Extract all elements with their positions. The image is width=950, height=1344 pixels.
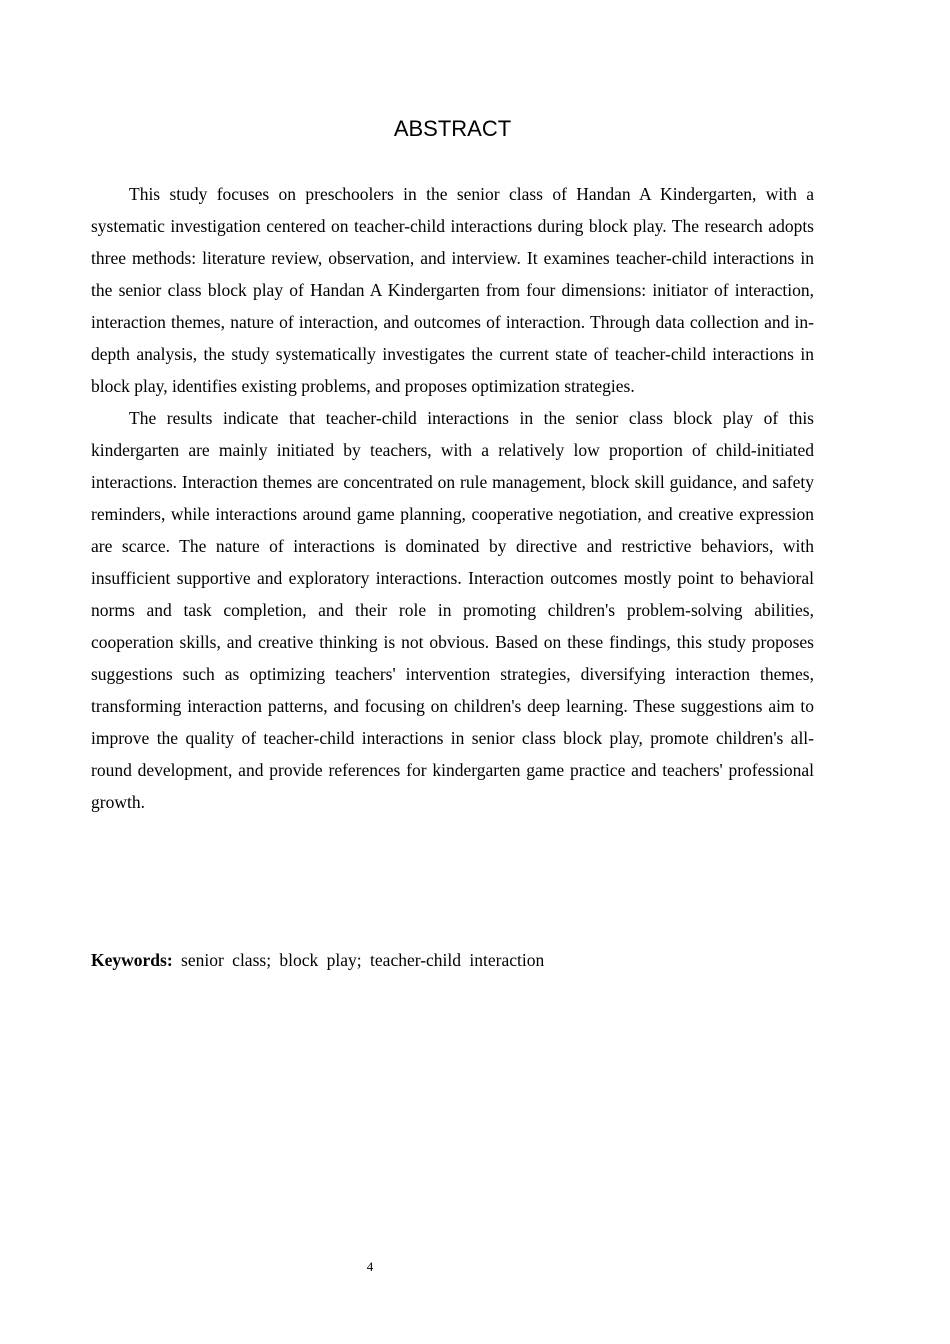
keywords-text: senior class; block play; teacher-child interaction xyxy=(181,950,545,970)
abstract-paragraph-1: This study focuses on preschoolers in the senior class of Handan A Kindergarten, with a systematic investigation centered on teacher-child interactions during block play. The research adopts three methods: literature review, observation, and interview. It examines teacher-child interactions in the senior class block play of Handan A Kindergarten from four dimensions: initiator of interaction, interaction themes, nature of interaction, and outcomes of interaction. Through data collection and in-depth analysis, the study systematically investigates the current state of teacher-child interactions in block play, identifies existing problems, and proposes optimization strategies. xyxy=(91,184,814,396)
abstract-body xyxy=(91,178,814,818)
abstract-paragraph-2: The results indicate that teacher-child interactions in the senior class block play of this kindergarten are mainly initiated by teachers, with a relatively low proportion of child-initiated interactions. Interaction themes are concentrated on rule management, block skill guidance, and safety reminders, while interactions around game planning, cooperative negotiation, and creative expression are scarce. The nature of interactions is dominated by directive and restrictive behaviors, with insufficient supportive and exploratory interactions. Interaction outcomes mostly point to behavioral norms and task completion, and their role in promoting children's problem-solving abilities, cooperation skills, and creative thinking is not obvious. Based on these findings, this study proposes suggestions such as optimizing teachers' intervention strategies, diversifying interaction themes, transforming interaction patterns, and focusing on children's deep learning. These suggestions aim to improve the quality of teacher-child interactions in senior class block play, promote children's all-round development, and provide references for kindergarten game practice and teachers' professional growth. xyxy=(91,408,814,812)
abstract-title: ABSTRACT xyxy=(393,116,512,141)
keywords-line xyxy=(91,944,814,976)
page-number: 4 xyxy=(366,1259,374,1274)
keywords-label: Keywords: xyxy=(91,950,173,970)
